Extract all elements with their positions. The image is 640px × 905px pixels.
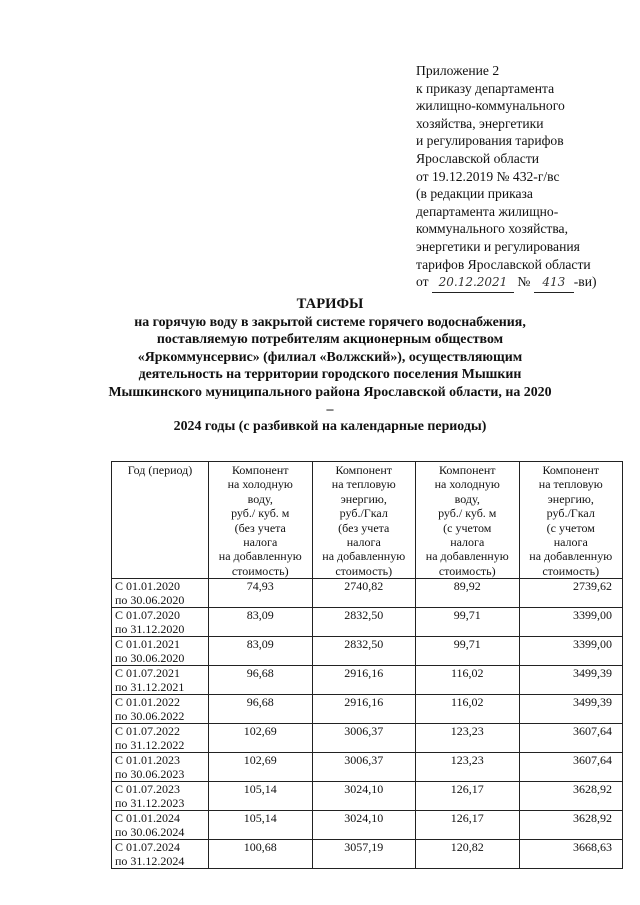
value-cell: 123,23 xyxy=(416,753,520,782)
period-to: по 30.06.2022 xyxy=(115,709,185,724)
column-header-line: на тепловую xyxy=(538,477,603,492)
column-header-line: энергию, xyxy=(340,491,387,506)
appendix-line: тарифов Ярославской области xyxy=(416,256,591,272)
value-cell: 99,71 xyxy=(416,637,520,666)
value-cell: 96,68 xyxy=(209,695,313,724)
table-row xyxy=(112,608,623,637)
appendix-line: энергетики и регулирования xyxy=(416,238,580,254)
value-cell: 2739,62 xyxy=(519,579,623,608)
subtitle-line: на горячую воду в закрытой системе горячего водоснабжения, xyxy=(134,315,526,330)
period-cell xyxy=(112,782,209,811)
column-header-line: (с учетом xyxy=(546,520,595,535)
column-header-line: (без учета xyxy=(338,520,390,535)
subtitle-line: «Яркоммунсервис» (филиал «Волжский»), осуществляющим xyxy=(137,349,523,365)
document-subtitle xyxy=(108,314,552,436)
appendix-last-line xyxy=(416,273,636,293)
column-header-line: руб./Гкал xyxy=(339,506,388,521)
period-cell xyxy=(112,724,209,753)
value-cell: 3499,39 xyxy=(519,666,623,695)
value-cell: 120,82 xyxy=(416,840,520,869)
value-cell: 102,69 xyxy=(209,724,313,753)
appendix-line: от 19.12.2019 № 432-г/вс xyxy=(416,168,560,184)
period-cell xyxy=(112,666,209,695)
appendix-line: Приложение 2 xyxy=(416,63,500,78)
value-cell: 105,14 xyxy=(209,782,313,811)
table-row xyxy=(112,753,623,782)
period-to: по 31.12.2024 xyxy=(115,854,185,869)
appendix-line: департамента жилищно- xyxy=(416,203,559,219)
value-cell: 96,68 xyxy=(209,666,313,695)
period-from: С 01.07.2024 xyxy=(115,840,181,855)
column-header-line: налога xyxy=(450,535,485,550)
table-body xyxy=(112,579,623,869)
value-cell: 126,17 xyxy=(416,811,520,840)
value-cell: 3628,92 xyxy=(519,811,623,840)
value-cell: 3399,00 xyxy=(519,637,623,666)
handwritten-number: 413 xyxy=(534,274,574,293)
column-header xyxy=(112,462,209,579)
table-row xyxy=(112,666,623,695)
value-cell: 2832,50 xyxy=(312,608,416,637)
value-cell: 100,68 xyxy=(209,840,313,869)
column-header-line: воду, xyxy=(454,491,480,506)
value-cell: 2916,16 xyxy=(312,695,416,724)
value-cell: 83,09 xyxy=(209,608,313,637)
appendix-block xyxy=(416,62,636,293)
appendix-last-suffix: -ви) xyxy=(573,274,597,290)
subtitle-line: поставляемую потребителям акционерным обществом xyxy=(156,332,504,348)
column-header-line: (без учета xyxy=(234,520,286,535)
period-to: по 31.12.2023 xyxy=(115,796,185,811)
table-row xyxy=(112,695,623,724)
value-cell: 102,69 xyxy=(209,753,313,782)
period-from: С 01.01.2022 xyxy=(115,695,181,710)
table-row xyxy=(112,840,623,869)
period-from: С 01.01.2024 xyxy=(115,811,181,826)
column-header-line: на тепловую xyxy=(331,477,396,492)
value-cell: 3607,64 xyxy=(519,753,623,782)
table-row xyxy=(112,579,623,608)
column-header-line: руб./ куб. м xyxy=(438,506,497,521)
table-row xyxy=(112,782,623,811)
value-cell: 123,23 xyxy=(416,724,520,753)
column-header-line: на добавленную xyxy=(425,549,509,564)
column-header-line: Компонент xyxy=(231,463,289,477)
value-cell: 3024,10 xyxy=(312,811,416,840)
column-header xyxy=(416,462,520,579)
period-cell xyxy=(112,840,209,869)
period-from: С 01.07.2023 xyxy=(115,782,181,797)
value-cell: 83,09 xyxy=(209,637,313,666)
column-header-line: на холодную xyxy=(434,477,500,492)
value-cell: 126,17 xyxy=(416,782,520,811)
period-to: по 31.12.2020 xyxy=(115,622,185,637)
period-cell xyxy=(112,608,209,637)
period-cell xyxy=(112,695,209,724)
period-to: по 30.06.2023 xyxy=(115,767,185,782)
appendix-line: к приказу департамента xyxy=(416,80,555,96)
column-header-line: стоимость) xyxy=(231,563,289,578)
column-header-line: на холодную xyxy=(227,477,293,492)
period-to: по 30.06.2024 xyxy=(115,825,185,840)
column-header-line: на добавленную xyxy=(218,549,302,564)
appendix-line: хозяйства, энергетики xyxy=(416,115,544,131)
period-to: по 30.06.2020 xyxy=(115,651,185,666)
period-cell xyxy=(112,811,209,840)
value-cell: 116,02 xyxy=(416,666,520,695)
value-cell: 3057,19 xyxy=(312,840,416,869)
column-header-line: руб./ куб. м xyxy=(231,506,290,521)
value-cell: 89,92 xyxy=(416,579,520,608)
value-cell: 3399,00 xyxy=(519,608,623,637)
period-cell xyxy=(112,753,209,782)
period-from: С 01.07.2020 xyxy=(115,608,181,623)
value-cell: 3628,92 xyxy=(519,782,623,811)
subtitle-line: 2024 годы (с разбивкой на календарные периоды) xyxy=(173,419,487,435)
table-row xyxy=(112,637,623,666)
column-header-line: стоимость) xyxy=(438,563,496,578)
column-header-line: стоимость) xyxy=(542,563,600,578)
period-from: С 01.07.2021 xyxy=(115,666,181,681)
column-header-line: энергию, xyxy=(547,491,594,506)
period-to: по 30.06.2020 xyxy=(115,593,185,608)
subtitle-line: Мышкинского муниципального района Ярославской области, на 2020 – xyxy=(108,384,552,418)
value-cell: 99,71 xyxy=(416,608,520,637)
column-header-line: Компонент xyxy=(542,463,600,477)
column-header-line: руб./Гкал xyxy=(546,506,595,521)
value-cell: 74,93 xyxy=(209,579,313,608)
period-cell xyxy=(112,579,209,608)
column-header xyxy=(519,462,623,579)
appendix-last-prefix: от xyxy=(416,274,429,290)
value-cell: 3668,63 xyxy=(519,840,623,869)
value-cell: 3499,39 xyxy=(519,695,623,724)
period-from: С 01.01.2020 xyxy=(115,579,181,594)
period-to: по 31.12.2021 xyxy=(115,680,185,695)
period-from: С 01.07.2022 xyxy=(115,724,181,739)
column-header-line: налога xyxy=(553,535,588,550)
subtitle-line: деятельность на территории городского поселения Мышкин xyxy=(138,367,522,383)
value-cell: 3006,37 xyxy=(312,753,416,782)
column-header-line: Компонент xyxy=(438,463,496,477)
value-cell: 2916,16 xyxy=(312,666,416,695)
column-header-line: на добавленную xyxy=(322,549,406,564)
column-header xyxy=(209,462,313,579)
column-header-line: (с учетом xyxy=(443,520,492,535)
column-header-line: налога xyxy=(243,535,278,550)
column-header-line: на добавленную xyxy=(529,549,613,564)
appendix-lines xyxy=(416,62,636,273)
table-row xyxy=(112,811,623,840)
appendix-line: жилищно-коммунального xyxy=(416,98,565,114)
column-header-line: налога xyxy=(346,535,381,550)
handwritten-date: 20.12.2021 xyxy=(432,274,514,293)
period-from: С 01.01.2021 xyxy=(115,637,181,652)
appendix-line: и регулирования тарифов xyxy=(416,133,564,149)
value-cell: 3607,64 xyxy=(519,724,623,753)
column-header-line: Компонент xyxy=(335,463,393,477)
period-to: по 31.12.2022 xyxy=(115,738,185,753)
column-header xyxy=(312,462,416,579)
value-cell: 3024,10 xyxy=(312,782,416,811)
table-header-row xyxy=(112,462,623,579)
column-header-line: Год (период) xyxy=(127,463,193,477)
period-cell xyxy=(112,637,209,666)
column-header-line: воду, xyxy=(247,491,273,506)
document-title: ТАРИФЫ xyxy=(296,296,364,312)
tariffs-table xyxy=(111,461,623,869)
value-cell: 2832,50 xyxy=(312,637,416,666)
column-header-line: стоимость) xyxy=(335,563,393,578)
table-row xyxy=(112,724,623,753)
value-cell: 116,02 xyxy=(416,695,520,724)
appendix-line: (в редакции приказа xyxy=(416,186,533,202)
appendix-line: Ярославской области xyxy=(416,150,540,166)
period-from: С 01.01.2023 xyxy=(115,753,181,768)
value-cell: 3006,37 xyxy=(312,724,416,753)
number-sign: № xyxy=(517,274,531,290)
value-cell: 2740,82 xyxy=(312,579,416,608)
appendix-line: коммунального хозяйства, xyxy=(416,221,568,237)
value-cell: 105,14 xyxy=(209,811,313,840)
